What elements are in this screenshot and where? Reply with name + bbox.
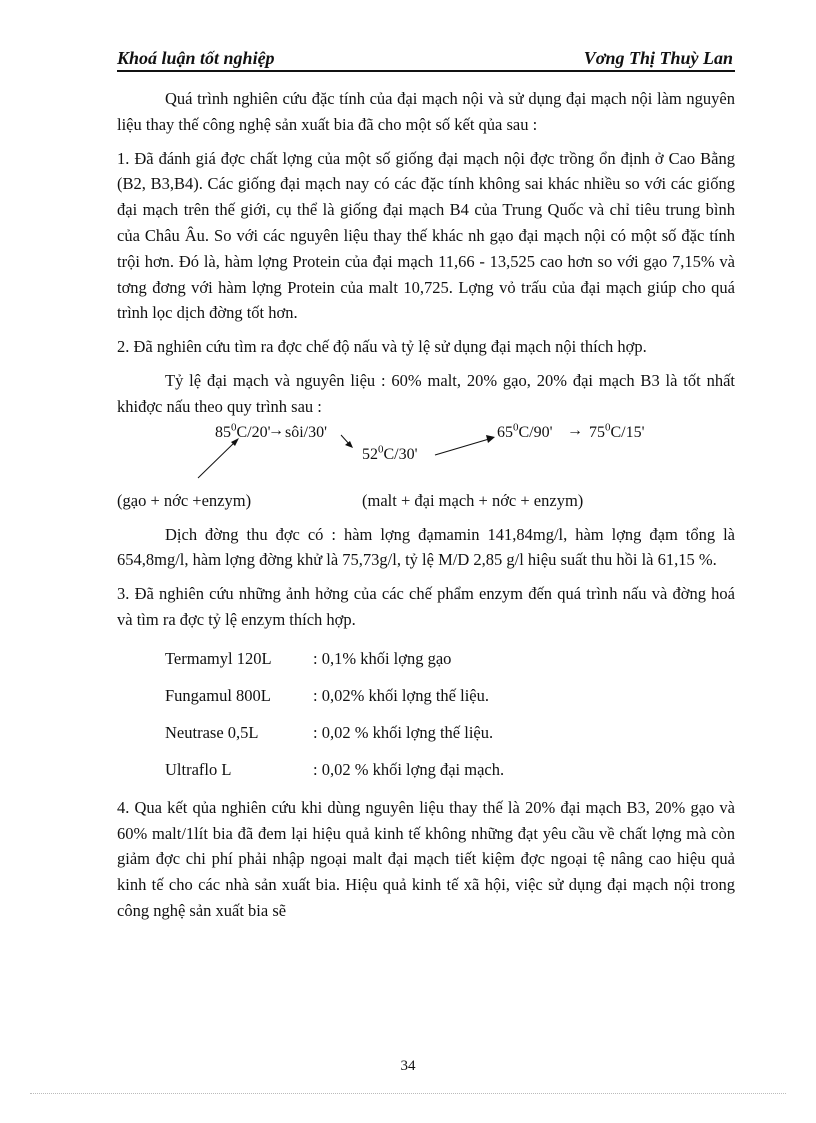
header-thesis-title: Khoá luận tốt nghiệp bbox=[117, 48, 275, 68]
paragraph-result-3: 3. Đã nghiên cứu những ảnh hởng của các chế phẩm enzym đến quá trình nấu và đờng hoá và tìm ra đợc tỷ lệ enzym thích hợp. bbox=[117, 584, 735, 629]
step-65c: $65^0C/90'$ bbox=[497, 421, 553, 441]
paragraph-result-1: 1. Đã đánh giá đợc chất lợng của một số giống đại mạch nội đợc trồng ổn định ở Cao Bằng (B2, B3,B4). Các giống đại mạch nay có các đặc tính không sai khác nhiều so với các giống đại mạch trên thế giới, cụ thể là giống đại mạch B4 của Trung Quốc và chỉ tiêu trung bình của Châu Âu. So với các nguyên liệu thay thế khác nh gạo đại mạch nội có một số đặc tính trội hơn. Đó là, hàm lợng Protein của đại mạch 11,66 - 13,525 cao hơn so với gạo 7,15% và tơng đơng với hàm lợng Protein của malt 10,725. Lợng vỏ trấu của đại mạch giúp cho quá trình lọc dịch đờng tốt hơn. bbox=[117, 148, 735, 323]
step-85c: $85^0C/20'$ bbox=[215, 421, 271, 441]
enzyme-ratio: : 0,1% khối lợng gạo bbox=[313, 649, 452, 669]
paragraph-intro: Quá trình nghiên cứu đặc tính của đại mạch nội và sử dụng đại mạch nội làm nguyên liệu thay thế công nghệ sản xuất bia đã cho một số kết qủa sau : bbox=[117, 89, 735, 134]
mashing-process-diagram bbox=[117, 420, 735, 486]
mixture-labels bbox=[117, 488, 735, 516]
arrow-head-step3 bbox=[486, 435, 495, 443]
paragraph-wort: Dịch đờng thu đợc có : hàm lợng đạmamin 141,84mg/l, hàm lợng đạm tổng là 654,8mg/l, hàm lợng đờng khử là 75,73g/l, tỷ lệ M/D 2,85 g/l hiệu suất thu hồi là 61,15 %. bbox=[117, 524, 735, 570]
enzyme-name: Ultraflo L bbox=[165, 760, 232, 780]
page-header bbox=[117, 46, 735, 72]
enzyme-name: Termamyl 120L bbox=[165, 649, 272, 669]
step-75c: $75^0C/15'$ bbox=[589, 421, 645, 441]
step-52c: $52^0C/30'$ bbox=[362, 443, 418, 463]
enzyme-name: Fungamul 800L bbox=[165, 686, 271, 706]
arrow-right-icon: → bbox=[268, 421, 284, 439]
step-boil: sôi/30' bbox=[285, 423, 327, 441]
enzyme-ratio: : 0,02% khối lợng thế liệu. bbox=[313, 686, 489, 706]
paragraph-ratio: Tỷ lệ đại mạch và nguyên liệu : 60% malt, 20% gạo, 20% đại mạch B3 là tốt nhất khiđợc nấu theo quy trình sau : bbox=[117, 370, 735, 416]
enzyme-ratio: : 0,02 % khối lợng thế liệu. bbox=[313, 723, 494, 743]
enzyme-list bbox=[165, 641, 735, 789]
paragraph-result-4: 4. Qua kết qủa nghiên cứu khi dùng nguyên liệu thay thế là 20% đại mạch B3, 20% gạo và 60% malt/1lít bia đã đem lại hiệu quả kinh tế không những đạt yêu cầu về chất lợng mà còn giảm đợc chi phí phải nhập ngoại malt đại mạch tiết kiệm đợc ngoại tệ nâng cao hiệu quả kinh tế cho các nhà sản xuất bia. Hiệu quả kinh tế xã hội, việc sử dụng đại mạch nội trong công nghệ sản xuất bia sẽ bbox=[117, 797, 735, 920]
header-author-name: Vơng Thị Thuỳ Lan bbox=[583, 48, 733, 68]
enzyme-name: Neutrase 0,5L bbox=[165, 723, 259, 743]
enzyme-row bbox=[165, 715, 735, 752]
arrow-step3-to-step4 bbox=[435, 439, 489, 455]
mixture-malt: (malt + đại mạch + nớc + enzym) bbox=[362, 490, 584, 510]
arrow-head-boil bbox=[345, 441, 353, 448]
page-body bbox=[117, 86, 735, 932]
arrow-right-icon: → bbox=[567, 421, 583, 439]
mixture-rice: (gạo + nớc +enzym) bbox=[117, 490, 252, 510]
paragraph-result-2: 2. Đã nghiên cứu tìm ra đợc chế độ nấu và tỷ lệ sử dụng đại mạch nội thích hợp. bbox=[117, 337, 647, 357]
enzyme-row bbox=[165, 641, 735, 678]
enzyme-row bbox=[165, 678, 735, 715]
page-number: 34 bbox=[400, 1058, 416, 1074]
enzyme-ratio: : 0,02 % khối lợng đại mạch. bbox=[313, 760, 505, 780]
enzyme-row bbox=[165, 752, 735, 789]
footer-divider bbox=[30, 1093, 786, 1094]
